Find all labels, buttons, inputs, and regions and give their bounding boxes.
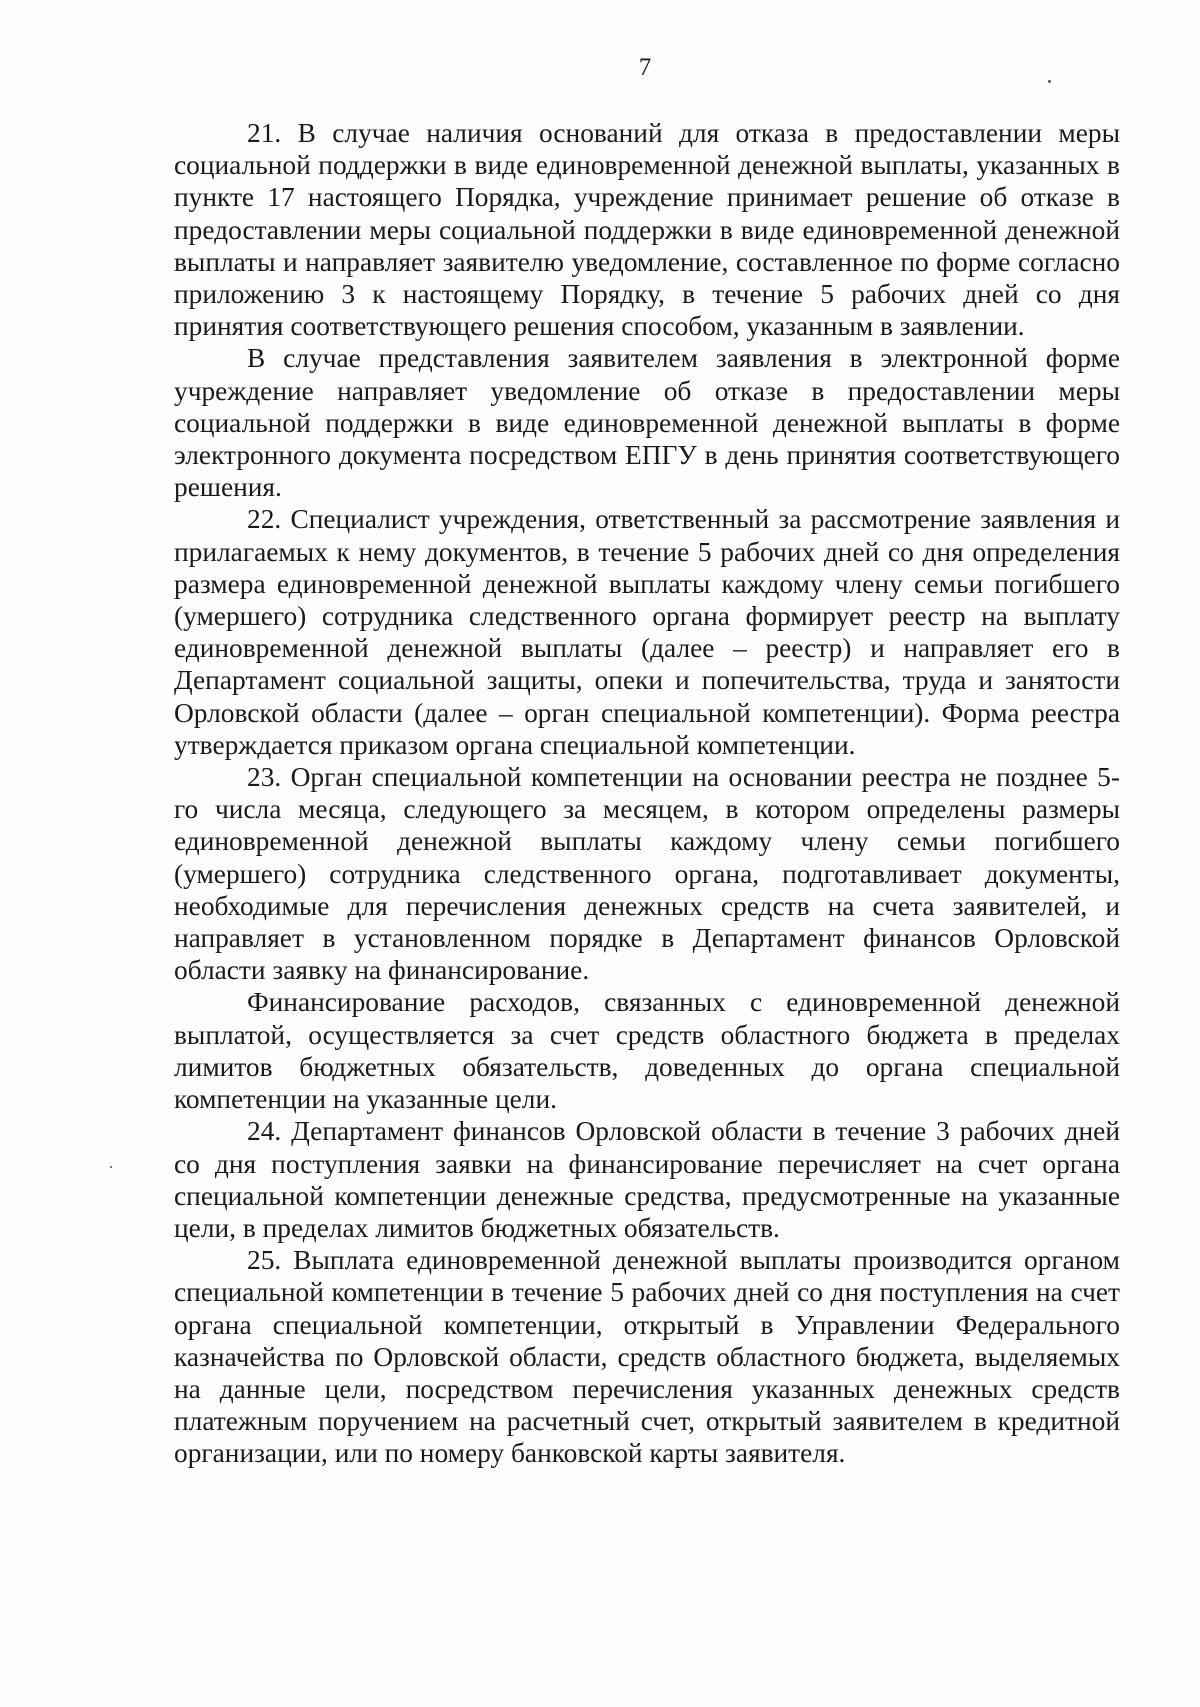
paragraph-22: 22. Специалист учреждения, ответственный за рассмотрение заявления и прилагаемых к нему документов, в течение 5 рабочих дней со дня определения размера единовременной денежной выплаты каждому члену семьи погибшего (умершего) сотрудника следственного органа формирует реестр на выплату единовременной денежной выплаты (далее – реестр) и направляет его в Департамент социальной защиты, опеки и попечительства, труда и занятости Орловской области (далее – орган специальной компетенции). Форма реестра утверждается приказом органа специальной компетенции. bbox=[174, 504, 1120, 760]
paragraph-25: 25. Выплата единовременной денежной выплаты производится органом специальной компетенции в течение 5 рабочих дней со дня поступления на счет органа специальной компетенции, открытый в Управлении Федерального казначейства по Орловской области, средств областного бюджета, выделяемых на данные цели, посредством перечисления указанных денежных средств платежным поручением на расчетный счет, открытый заявителем в кредитной организации, или по номеру банковской карты заявителя. bbox=[174, 1245, 1120, 1469]
paragraph-21-electronic: В случае представления заявителем заявления в электронной форме учреждение направляет уведомление об отказе в предоставлении меры социальной поддержки в виде единовременной денежной выплаты в форме электронного документа посредством ЕПГУ в день принятия соответствующего решения. bbox=[174, 343, 1120, 503]
scan-speck bbox=[1048, 80, 1051, 83]
document-body bbox=[174, 117, 1120, 1470]
paragraph-23-financing: Финансирование расходов, связанных с единовременной денежной выплатой, осуществляется за счет средств областного бюджета в пределах лимитов бюджетных обязательств, доведенных до органа специальной компетенции на указанные цели. bbox=[174, 987, 1120, 1115]
paragraph-21: 21. В случае наличия оснований для отказа в предоставлении меры социальной поддержки в виде единовременной денежной выплаты, указанных в пункте 17 настоящего Порядка, учреждение принимает решение об отказе в предоставлении меры социальной поддержки в виде единовременной денежной выплаты и направляет заявителю уведомление, составленное по форме согласно приложению 3 к настоящему Порядку, в течение 5 рабочих дней со дня принятия соответствующего решения способом, указанным в заявлении. bbox=[174, 118, 1120, 342]
scan-speck bbox=[110, 1166, 112, 1168]
paragraph-23: 23. Орган специальной компетенции на основании реестра не позднее 5-го числа месяца, следующего за месяцем, в котором определены размеры единовременной денежной выплаты каждому члену семьи погибшего (умершего) сотрудника следственного органа, подготавливает документы, необходимые для перечисления денежных средств на счета заявителей, и направляет в установленном порядке в Департамент финансов Орловской области заявку на финансирование. bbox=[174, 762, 1120, 986]
paragraph-24: 24. Департамент финансов Орловской области в течение 3 рабочих дней со дня поступления заявки на финансирование перечисляет на счет органа специальной компетенции денежные средства, предусмотренные на указанные цели, в пределах лимитов бюджетных обязательств. bbox=[174, 1116, 1120, 1243]
page-number: 7 bbox=[638, 54, 652, 81]
